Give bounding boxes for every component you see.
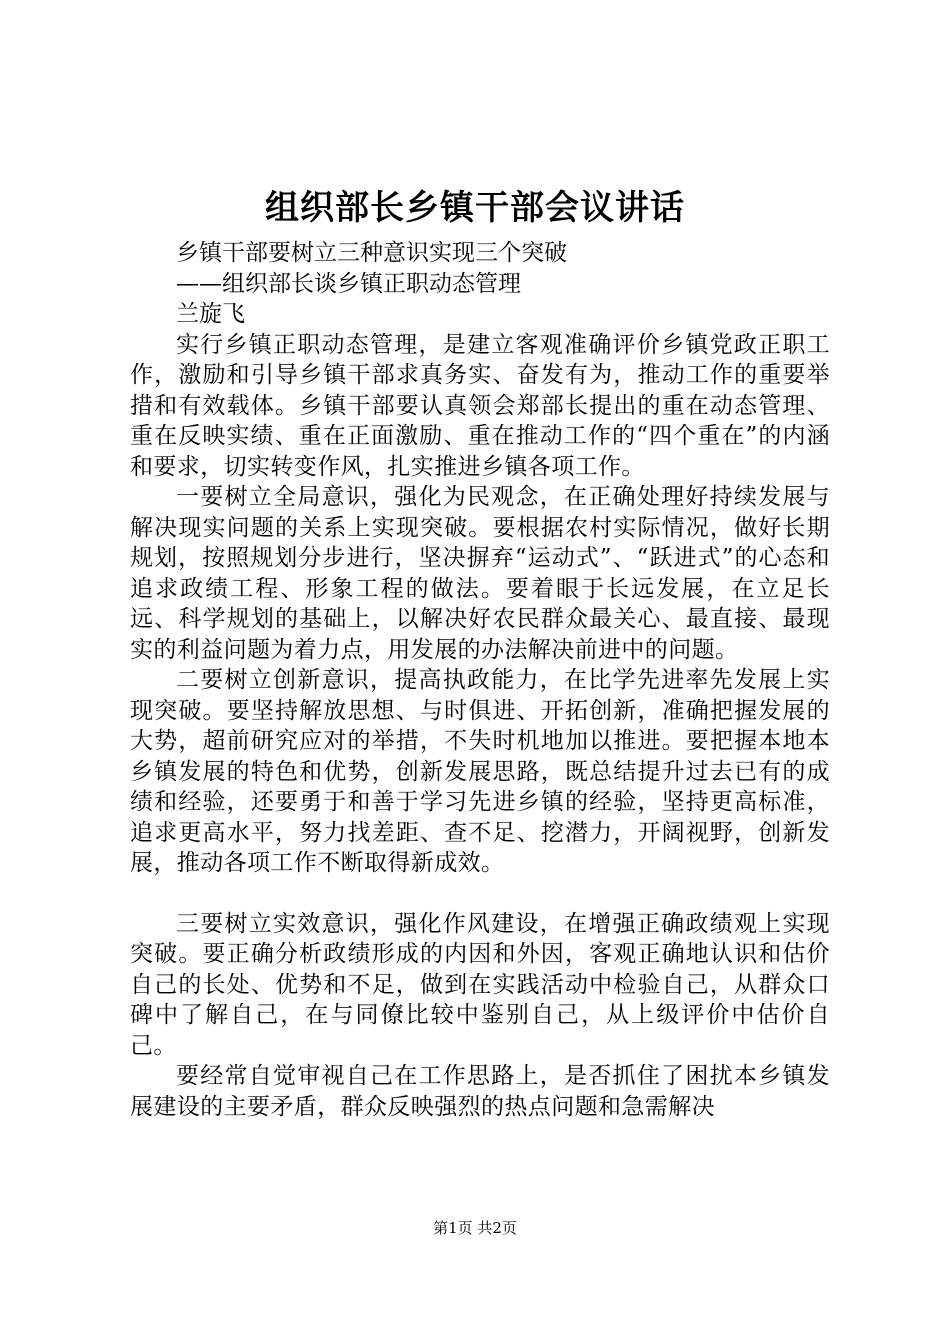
paragraph-intro: 实行乡镇正职动态管理，是建立客观准确评价乡镇党政正职工作，激励和引导乡镇干部求真务实、奋发有为，推动工作的重要举措和有效载体。乡镇干部要认真领会郑部长提出的重在动态管理、重在反映实绩、重在正面激励、重在推动工作的“四个重在”的内涵和要求，切实转变作风，扎实推进乡镇各项工作。	[130, 331, 830, 480]
paragraph-point-one: 一要树立全局意识，强化为民观念，在正确处理好持续发展与解决现实问题的关系上实现突破。要根据农村实际情况，做好长期规划，按照规划分步进行，坚决摒弃“运动式”、“跃进式”的心态和追求政绩工程、形象工程的做法。要着眼于长远发展，在立足长远、科学规划的基础上，以解决好农民群众最关心、最直接、最现实的利益问题为着力点，用发展的办法解决前进中的问题。	[130, 484, 830, 663]
subtitle-dash-line: ——组织部长谈乡镇正职动态管理	[176, 270, 521, 297]
author-name: 兰旋飞	[176, 301, 245, 327]
document-body	[130, 238, 830, 1122]
page-number-footer: 第1页 共2页	[433, 1219, 517, 1237]
document-title: 组织部长乡镇干部会议讲话	[265, 188, 685, 228]
paragraph-point-two: 二要树立创新意识，提高执政能力，在比学先进率先发展上实现突破。要坚持解放思想、与时俱进、开拓创新，准确把握发展的大势，超前研究应对的举措，不失时机地加以推进。要把握本地本乡镇发展的特色和优势，创新发展思路，既总结提升过去已有的成绩和经验，还要勇于和善于学习先进乡镇的经验，坚持更高标准，追求更高水平，努力找差距、查不足、挖潜力，开阔视野，创新发展，推动各项工作不断取得新成效。	[130, 667, 830, 876]
paragraph-spacer	[130, 879, 830, 909]
paragraph-point-three: 三要树立实效意识，强化作风建设，在增强正确政绩观上实现突破。要正确分析政绩形成的内因和外因，客观正确地认识和估价自己的长处、优势和不足，做到在实践活动中检验自己，从群众口碑中了解自己，在与同僚比较中鉴别自己，从上级评价中估价自己。	[130, 910, 830, 1059]
paragraph-continuation: 要经常自觉审视自己在工作思路上，是否抓住了困扰本乡镇发展建设的主要矛盾，群众反映强烈的热点问题和急需解决	[130, 1063, 830, 1120]
subtitle-line: 乡镇干部要树立三种意识实现三个突破	[176, 240, 567, 266]
